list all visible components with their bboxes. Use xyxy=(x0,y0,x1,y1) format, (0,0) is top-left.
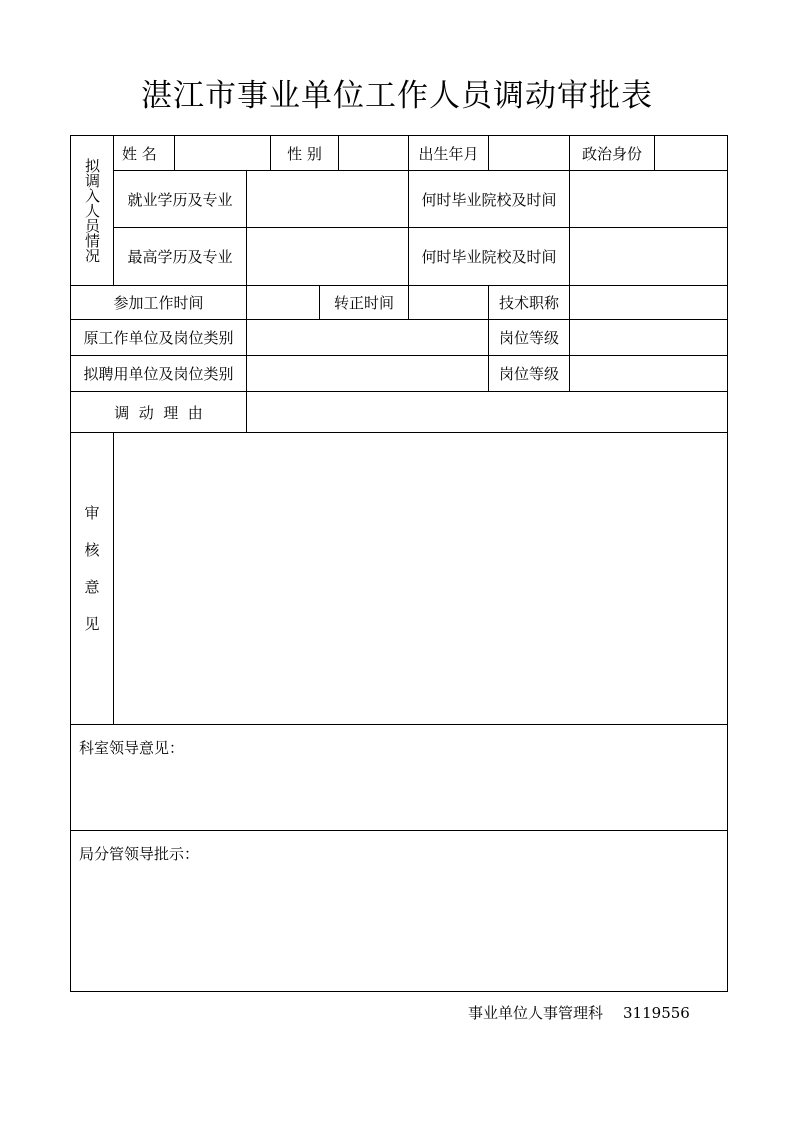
name-field[interactable] xyxy=(174,135,271,171)
birth-label: 出生年月 xyxy=(408,135,489,171)
orig-post-level-field[interactable] xyxy=(569,319,728,356)
dept-leader-box[interactable] xyxy=(70,724,728,831)
review-label xyxy=(70,432,114,725)
review-field[interactable] xyxy=(113,432,728,725)
grad-school-field-2[interactable] xyxy=(569,227,728,286)
form-title: 湛江市事业单位工作人员调动审批表 xyxy=(141,78,653,114)
review-label-text: 审核意见 xyxy=(82,504,101,653)
grad-school-label-2: 何时毕业院校及时间 xyxy=(408,227,570,286)
reason-field[interactable] xyxy=(246,391,728,433)
new-unit-label: 拟聘用单位及岗位类别 xyxy=(70,355,247,392)
new-post-level-field[interactable] xyxy=(569,355,728,392)
work-start-label: 参加工作时间 xyxy=(70,285,247,320)
political-field[interactable] xyxy=(654,135,728,171)
tech-title-label: 技术职称 xyxy=(488,285,570,320)
bureau-leader-label: 局分管领导批示： xyxy=(79,845,200,863)
gender-field[interactable] xyxy=(338,135,409,171)
section-person-text: 拟调入人员情况 xyxy=(83,158,101,263)
birth-field[interactable] xyxy=(488,135,570,171)
orig-unit-label: 原工作单位及岗位类别 xyxy=(70,319,247,356)
grad-school-label-1: 何时毕业院校及时间 xyxy=(408,170,570,228)
section-person-label xyxy=(70,135,114,286)
footer-office: 事业单位人事管理科 xyxy=(468,1004,604,1022)
bureau-leader-box[interactable] xyxy=(70,830,728,992)
regularization-field[interactable] xyxy=(408,285,489,320)
footer-phone: 3119556 xyxy=(623,1004,690,1022)
edu-highest-label: 最高学历及专业 xyxy=(113,227,247,286)
reason-label: 调 动 理 由 xyxy=(70,391,247,433)
edu-employment-field[interactable] xyxy=(246,170,409,228)
orig-unit-field[interactable] xyxy=(246,319,489,356)
orig-post-level-label: 岗位等级 xyxy=(488,319,570,356)
edu-highest-field[interactable] xyxy=(246,227,409,286)
new-post-level-label: 岗位等级 xyxy=(488,355,570,392)
name-label: 姓 名 xyxy=(113,135,175,171)
edu-employment-label: 就业学历及专业 xyxy=(113,170,247,228)
tech-title-field[interactable] xyxy=(569,285,728,320)
footer xyxy=(468,1002,690,1023)
regularization-label: 转正时间 xyxy=(319,285,409,320)
work-start-field[interactable] xyxy=(246,285,320,320)
dept-leader-label: 科室领导意见： xyxy=(79,739,185,757)
gender-label: 性 别 xyxy=(270,135,339,171)
new-unit-field[interactable] xyxy=(246,355,489,392)
political-label: 政治身份 xyxy=(569,135,655,171)
grad-school-field-1[interactable] xyxy=(569,170,728,228)
